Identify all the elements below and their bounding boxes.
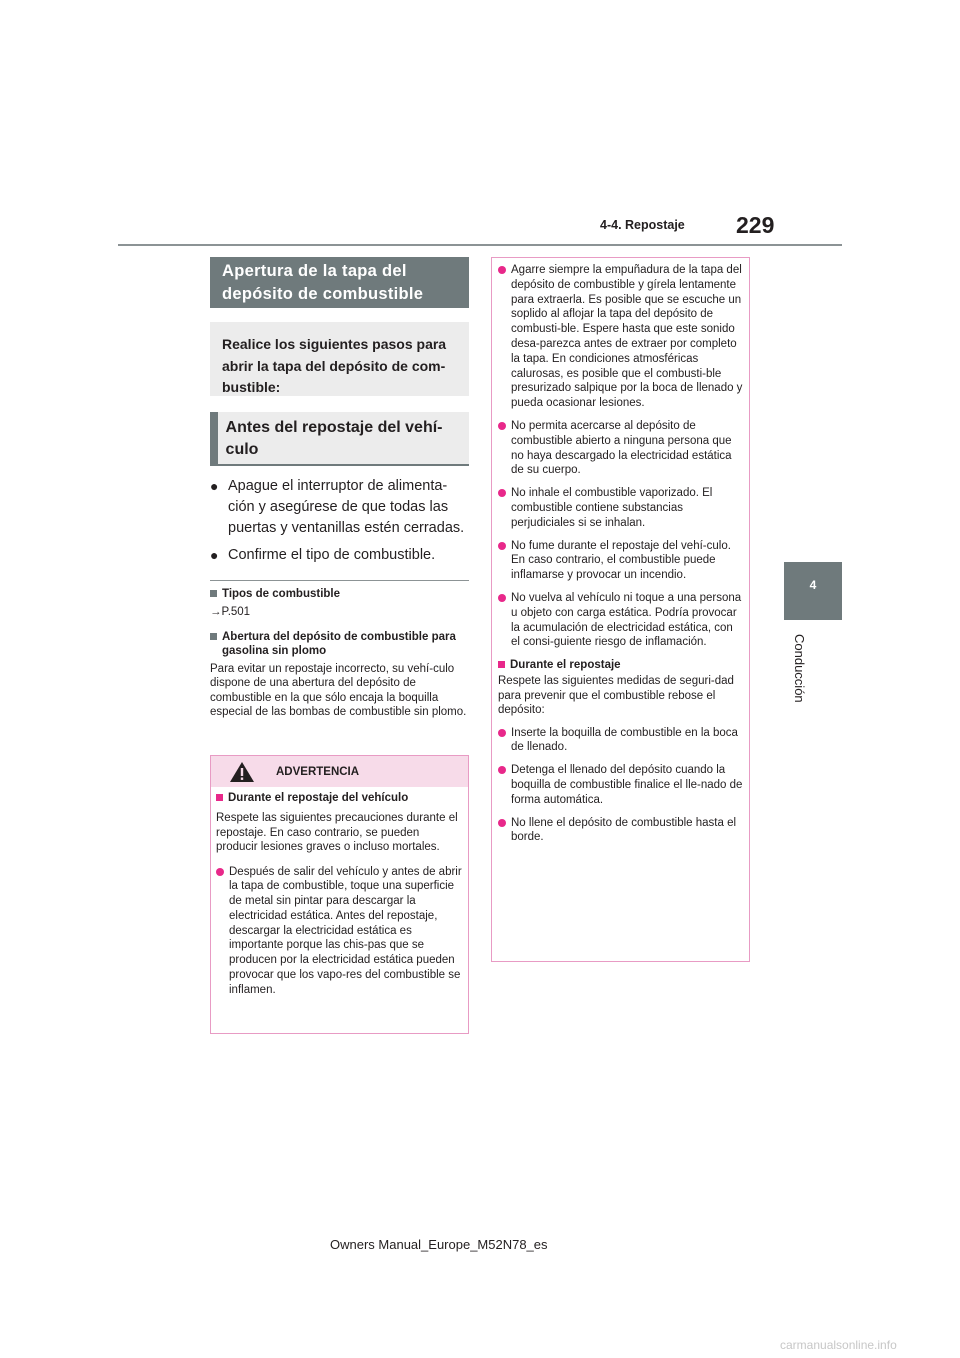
warning-item-text: No permita acercarse al depósito de combustible abierto a ninguna persona que no haya descargado la electricidad estática de su cuerpo. (511, 419, 732, 477)
warning-item-text: No fume durante el repostaje del vehí-culo. En caso contrario, el combustible puede inflamarse y provocar un incendio. (511, 539, 731, 582)
list-item (210, 476, 469, 539)
warning-body: Respete las siguientes precauciones durante el repostaje. En caso contrario, se pueden producir lesiones graves o incluso mortales. (216, 812, 458, 853)
list-item-text: Confirme el tipo de combustible. (228, 547, 436, 563)
subsection-heading-text: Antes del repostaje del vehí-culo (225, 419, 443, 458)
note-heading-text: Tipos de combustible (222, 588, 340, 600)
warning-heading (498, 658, 743, 672)
section-title: 4-4. Repostaje (600, 218, 685, 232)
pink-bullet-icon (498, 266, 506, 274)
divider (210, 580, 469, 581)
chapter-label: Conducción (792, 634, 807, 703)
warning-item-text: No vuelva al vehículo ni toque a una persona u objeto con carga estática. Podría provocar la acumulación de electricidad estática, con el consi-guiente riesgo de inflamación. (511, 591, 742, 649)
right-warning-box (491, 257, 750, 962)
warning-item (498, 263, 743, 411)
square-bullet-icon (216, 794, 223, 801)
warning-item (498, 726, 743, 756)
pink-bullet-icon (498, 422, 506, 430)
list-item (210, 545, 469, 566)
warning-heading-text: Durante el repostaje del vehículo (228, 792, 409, 804)
warning-item-text: Detenga el llenado del depósito cuando la boquilla de combustible finalice el lle-nado de forma automática. (511, 764, 743, 806)
square-bullet-icon (498, 661, 505, 668)
section-heading: Apertura de la tapa del depósito de combustible (210, 257, 469, 308)
warning-item-text: Después de salir del vehículo y antes de abrir la tapa de combustible, toque una superficie de metal sin pintar para descargar la electricidad estática. Antes del repostaje, descargar la electricidad estática es importante porque las chis-pas que se producen por la electricidad estática pueden provocar que los vapo-res del combustible se inflamen. (229, 865, 462, 996)
pink-bullet-icon (498, 819, 506, 827)
warning-box (210, 755, 469, 1034)
warning-item-text: No inhale el combustible vaporizado. El combustible contiene substancias perjudiciales si se inhalan. (511, 487, 713, 529)
warning-heading-text: Durante el repostaje (510, 659, 621, 672)
warning-item (498, 816, 743, 846)
square-bullet-icon (210, 633, 217, 640)
pink-bullet-icon (498, 766, 506, 774)
warning-item (216, 865, 463, 998)
list-item-text: Apague el interruptor de alimenta-ción y asegúrese de que todas las puertas y ventanillas estén cerradas. (228, 478, 465, 536)
pink-bullet-icon (498, 542, 506, 550)
header-divider (118, 244, 842, 246)
square-bullet-icon (210, 590, 217, 597)
note-heading-text: Abertura del depósito de combustible para gasolina sin plomo (222, 630, 456, 657)
intro-box: Realice los siguientes pasos para abrir la tapa del depósito de com-bustible: (210, 322, 469, 396)
chapter-tab: 4 (784, 562, 842, 620)
warning-item-text: No llene el depósito de combustible hasta el borde. (511, 816, 737, 844)
heading-accent (210, 412, 218, 464)
warning-item-text: Agarre siempre la empuñadura de la tapa del depósito de combustible y gírela lentamente para extraerla. Es posible que se escuche un soplido al aflojar la tapa del depósito de combusti-ble. Espere hasta que este sonido desa-parezca antes de extraer por completo la tapa. En condiciones atmosféricas calurosas, es posible que el combusti-ble presurizado salpique por la boca de llenado y pueda ocasionar lesiones. (511, 264, 743, 410)
warning-item (498, 763, 743, 807)
warning-item (498, 486, 743, 530)
warning-item (498, 539, 743, 583)
footer-text: Owners Manual_Europe_M52N78_es (330, 1237, 548, 1252)
pink-bullet-icon (498, 729, 506, 737)
pink-bullet-icon (498, 594, 506, 602)
watermark: carmanualsonline.info (780, 1338, 897, 1352)
note-body: Para evitar un repostaje incorrecto, su vehí-culo dispone de una abertura del depósito de combustible en la que sólo encaja la boquilla especial de las bombas de combustible sin plomo. (210, 662, 467, 718)
warning-content (211, 791, 468, 998)
warning-heading (216, 791, 463, 805)
bullet-icon: ● (210, 547, 219, 563)
pink-bullet-icon (498, 489, 506, 497)
left-column (210, 257, 469, 720)
pink-bullet-icon (216, 868, 224, 876)
subsection-heading (210, 412, 469, 466)
warning-item-text: Inserte la boquilla de combustible en la boca de llenado. (511, 726, 738, 754)
warning-item (498, 419, 743, 478)
warning-header (211, 756, 468, 787)
warning-item (498, 591, 743, 650)
note-heading (210, 630, 469, 658)
warning-triangle-icon (229, 761, 255, 783)
bullet-list (210, 476, 469, 566)
page-number: 229 (736, 212, 775, 238)
bullet-icon: ● (210, 478, 219, 494)
warning-label: ADVERTENCIA (276, 765, 360, 778)
note-heading (210, 587, 469, 601)
warning-body: Respete las siguientes medidas de seguri-dad para prevenir que el combustible rebose el depósito: (498, 675, 734, 717)
page-reference-link[interactable]: →P.501 (210, 606, 251, 618)
